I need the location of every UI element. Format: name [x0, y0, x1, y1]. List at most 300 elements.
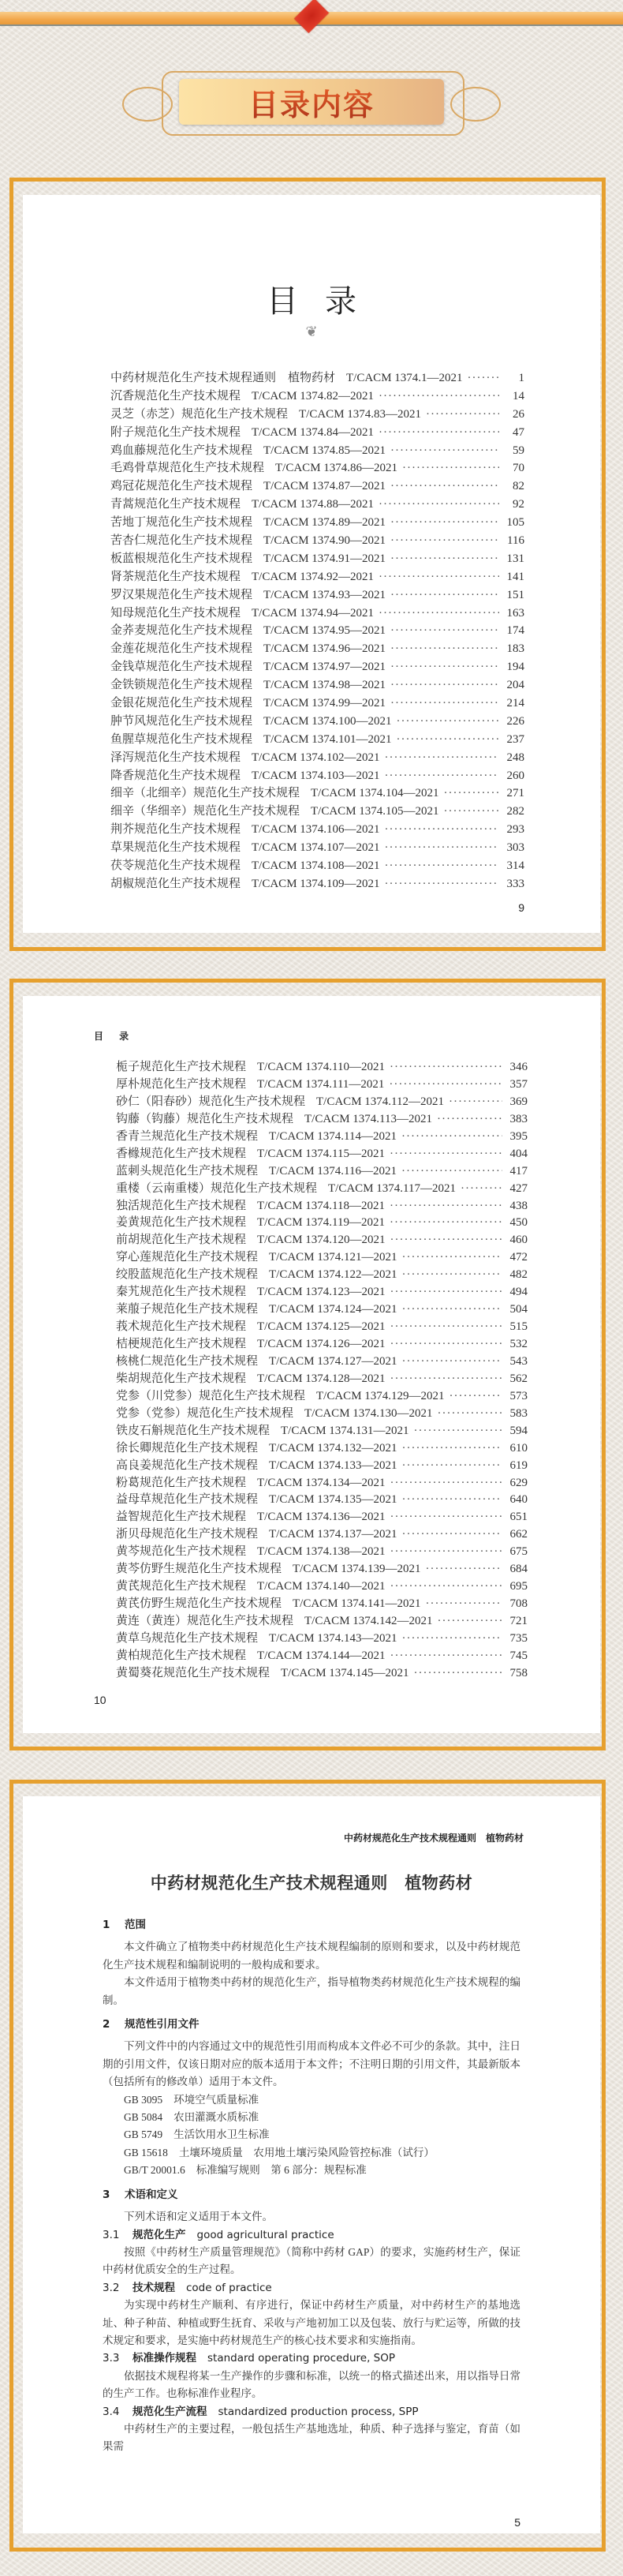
toc-entry-title: 黄芩仿野生规范化生产技术规程	[116, 1563, 282, 1576]
toc-entry-page: 260	[506, 769, 524, 782]
toc-entry-code: T/CACM 1374.88—2021	[252, 498, 375, 511]
term-english: good agricultural practice	[196, 2228, 334, 2241]
toc-entry-title: 前胡规范化生产技术规程	[116, 1234, 247, 1247]
toc-entry[interactable]	[116, 1335, 528, 1352]
toc-entry-title: 肿节风规范化生产技术规程	[110, 714, 253, 728]
toc-entry-page: 314	[506, 859, 524, 873]
term-definition: 中药材生产的主要过程，一般包括生产基地选址，种质、种子选择与鉴定，育苗（如果需	[103, 2422, 520, 2453]
toc-entry-code: T/CACM 1374.142—2021	[304, 1615, 433, 1627]
dot-leader	[402, 1632, 502, 1646]
toc-entry-code: T/CACM 1374.108—2021	[252, 859, 380, 873]
toc-entry[interactable]	[110, 748, 524, 766]
toc-entry-page: 204	[506, 679, 524, 692]
dot-leader	[390, 1061, 502, 1074]
toc-entry-code: T/CACM 1374.101—2021	[263, 732, 392, 746]
toc-entry-title: 毛鸡骨草规范化生产技术规程	[110, 462, 265, 475]
term-name: 规范化生产流程	[132, 2405, 207, 2418]
toc-entry-page: 427	[509, 1181, 528, 1195]
paragraph: 本文件适用于植物类中药材的规范化生产，指导植物类药材规范化生产技术规程的编制。	[103, 1976, 520, 2006]
section-number: 3	[103, 2188, 110, 2201]
toc-entry-code: T/CACM 1374.89—2021	[263, 516, 386, 530]
toc-entry-page: 303	[506, 841, 524, 855]
toc-entry-title: 莱菔子规范化生产技术规程	[116, 1303, 259, 1316]
toc-entry-page: 721	[509, 1615, 528, 1627]
toc-entry[interactable]	[116, 1387, 528, 1404]
toc-entry-code: T/CACM 1374.133—2021	[269, 1458, 397, 1472]
toc-entry[interactable]	[110, 676, 524, 694]
toc-entry-page: 417	[509, 1164, 528, 1178]
toc-entry-title: 胡椒规范化生产技术规程	[110, 877, 241, 890]
toc-entry[interactable]	[116, 1456, 528, 1473]
toc-entry[interactable]	[110, 604, 524, 622]
toc-entry-page: 369	[509, 1095, 528, 1108]
toc-entry[interactable]	[110, 423, 524, 441]
toc-entry-code: T/CACM 1374.137—2021	[269, 1528, 397, 1541]
toc-entry-code: T/CACM 1374.109—2021	[252, 877, 380, 890]
toc-entry-code: T/CACM 1374.132—2021	[269, 1441, 397, 1455]
toc-entry[interactable]	[116, 1352, 528, 1369]
toc-entry[interactable]	[116, 1127, 528, 1144]
toc-entry-page: 651	[509, 1511, 528, 1524]
toc-entry-code: T/CACM 1374.124—2021	[269, 1303, 397, 1316]
running-header: 目 录	[94, 1031, 136, 1042]
toc-entry[interactable]	[110, 784, 524, 802]
toc-entry-title: 荆芥规范化生产技术规程	[110, 823, 241, 837]
toc-entry-code: T/CACM 1374.107—2021	[252, 841, 380, 855]
section-title: 目录内容	[248, 80, 375, 124]
toc-entry-title: 蓝刺头规范化生产技术规程	[116, 1164, 259, 1178]
toc-entry-title: 党参（党参）规范化生产技术规程	[116, 1406, 294, 1420]
document-title: 中药材规范化生产技术规程通则 植物药材	[150, 1874, 473, 1893]
toc-entry-code: T/CACM 1374.91—2021	[263, 552, 386, 565]
toc-entry[interactable]	[110, 820, 524, 838]
toc-entry[interactable]	[110, 712, 524, 730]
dot-leader	[390, 1286, 502, 1299]
toc-entry-page: 594	[509, 1424, 528, 1437]
dot-leader	[385, 751, 499, 765]
term-heading	[103, 2279, 520, 2297]
toc-entry-page: 47	[513, 425, 524, 439]
toc-entry[interactable]	[110, 856, 524, 874]
dot-leader	[426, 408, 499, 421]
dot-leader	[402, 1493, 502, 1507]
toc-entry-page: 226	[506, 714, 524, 728]
toc-entry[interactable]	[110, 766, 524, 784]
toc-entry-page: 293	[506, 823, 524, 837]
toc-entry-title: 黄草乌规范化生产技术规程	[116, 1631, 259, 1645]
toc-entry-page: 194	[506, 661, 524, 674]
toc-entry[interactable]	[110, 495, 524, 513]
toc-entry[interactable]	[110, 513, 524, 531]
toc-entry-code: T/CACM 1374.134—2021	[257, 1476, 386, 1489]
toc-entry[interactable]	[116, 1369, 528, 1387]
dot-leader	[390, 444, 499, 458]
dot-leader	[397, 715, 499, 728]
toc-entry-code: T/CACM 1374.138—2021	[257, 1545, 386, 1559]
term-definition: 依据技术规程将某一生产操作的步骤和标准，以统一的格式描述出来，用以指导日常的生产工作。也称标准作业程序。	[103, 2369, 520, 2400]
toc-entry-title: 肾茶规范化生产技术规程	[110, 570, 241, 583]
toc-entry-page: 735	[509, 1631, 528, 1645]
toc-entry[interactable]	[116, 1248, 528, 1265]
toc-entry[interactable]	[116, 1282, 528, 1300]
dot-leader	[390, 1545, 502, 1559]
term-english: standard operating procedure, SOP	[207, 2352, 396, 2365]
toc-entry[interactable]	[116, 1507, 528, 1525]
toc-entry-code: T/CACM 1374.106—2021	[252, 823, 380, 837]
dot-leader	[390, 1148, 502, 1161]
dot-leader	[468, 372, 499, 385]
dot-leader	[390, 480, 499, 493]
reference-name: 土壤环境质量 农用地土壤污染风险管控标准（试行）	[178, 2146, 435, 2159]
reference-code: GB/T 20001.6	[124, 2164, 185, 2177]
toc-entry[interactable]	[116, 1525, 528, 1542]
toc-entry-page: 357	[509, 1077, 528, 1091]
document-page	[23, 1796, 600, 2533]
toc-entry-page: 695	[509, 1580, 528, 1593]
toc-entry[interactable]	[116, 1664, 528, 1681]
toc-entry-title: 鱼腥草规范化生产技术规程	[110, 732, 253, 746]
reference-name: 标准编写规则 第 6 部分：规程标准	[196, 2164, 367, 2177]
dot-leader	[390, 1216, 502, 1230]
dot-leader	[385, 878, 499, 891]
toc-entry[interactable]	[116, 1473, 528, 1491]
toc-entry[interactable]	[116, 1092, 528, 1110]
reference-list	[103, 2091, 520, 2180]
toc-entry-page: 26	[513, 407, 524, 421]
toc-entry[interactable]	[116, 1196, 528, 1214]
toc-entry-page: 504	[509, 1303, 528, 1316]
running-header: 中药材规范化生产技术规程通则 植物药材	[343, 1833, 524, 1844]
dot-leader	[449, 1095, 502, 1109]
toc-entry-page: 438	[509, 1199, 528, 1212]
dot-leader	[401, 1165, 502, 1178]
dot-leader	[402, 462, 499, 475]
toc-entry-code: T/CACM 1374.140—2021	[257, 1580, 386, 1593]
dot-leader	[389, 1078, 502, 1091]
toc-entry[interactable]	[116, 1594, 528, 1612]
toc-entry-code: T/CACM 1374.119—2021	[257, 1216, 385, 1230]
toc-entry-code: T/CACM 1374.144—2021	[257, 1649, 386, 1662]
toc-entry-code: T/CACM 1374.110—2021	[257, 1061, 385, 1073]
toc-entry-title: 穿心莲规范化生产技术规程	[116, 1251, 259, 1264]
toc-entry-title: 秦艽规范化生产技术规程	[116, 1286, 247, 1299]
toc-entry-code: T/CACM 1374.82—2021	[252, 389, 375, 402]
dot-leader	[390, 1372, 502, 1386]
dot-leader	[379, 607, 499, 620]
toc-entry-code: T/CACM 1374.84—2021	[252, 425, 375, 439]
toc-entry-title: 黄芩规范化生产技术规程	[116, 1545, 247, 1559]
toc-entry-title: 黄芪仿野生规范化生产技术规程	[116, 1597, 282, 1611]
term-number: 3.2	[103, 2281, 120, 2294]
dot-leader	[390, 552, 499, 566]
toc-entry-page: 383	[509, 1112, 528, 1125]
toc-entry[interactable]	[110, 621, 524, 639]
dot-leader	[390, 589, 499, 602]
toc-entry-code: T/CACM 1374.116—2021	[269, 1164, 397, 1178]
dot-leader	[390, 1477, 502, 1490]
dot-leader	[397, 733, 499, 747]
toc-entry[interactable]	[110, 549, 524, 567]
toc-entry-code: T/CACM 1374.87—2021	[263, 480, 386, 493]
term-heading	[103, 2403, 520, 2421]
toc-entry-title: 知母规范化生产技术规程	[110, 606, 241, 620]
toc-entry-title: 金银花规范化生产技术规程	[110, 697, 253, 710]
dot-leader	[390, 516, 499, 530]
reference-item	[103, 2144, 520, 2162]
toc-list	[116, 1058, 528, 1681]
toc-entry-code: T/CACM 1374.95—2021	[263, 624, 386, 638]
toc-entry[interactable]	[116, 1058, 528, 1075]
dot-leader	[437, 1113, 502, 1126]
toc-entry-title: 金钱草规范化生产技术规程	[110, 661, 253, 674]
page-number: 9	[518, 901, 524, 914]
toc-entry[interactable]	[110, 405, 524, 423]
toc-entry[interactable]	[116, 1421, 528, 1439]
toc-entry[interactable]	[110, 657, 524, 676]
toc-entry[interactable]	[110, 387, 524, 405]
toc-entry-code: T/CACM 1374.139—2021	[293, 1563, 421, 1576]
term-number: 3.3	[103, 2352, 120, 2365]
section-title: 规范性引用文件	[125, 2018, 200, 2031]
dot-leader	[390, 1200, 502, 1213]
toc-entry[interactable]	[116, 1439, 528, 1456]
toc-entry-code: T/CACM 1374.113—2021	[304, 1112, 432, 1125]
toc-entry-title: 中药材规范化生产技术规程通则 植物药材	[110, 372, 336, 384]
page-number: 10	[94, 1694, 106, 1706]
dot-leader	[379, 571, 499, 584]
toc-entry-page: 151	[506, 588, 524, 601]
toc-entry-title: 铁皮石斛规范化生产技术规程	[116, 1424, 270, 1437]
toc-entry[interactable]	[110, 459, 524, 477]
document-body	[103, 1796, 520, 2456]
toc-entry-page: 82	[513, 480, 524, 493]
toc-entry[interactable]	[110, 730, 524, 748]
toc-entry-code: T/CACM 1374.135—2021	[269, 1493, 397, 1507]
toc-entry-title: 益母草规范化生产技术规程	[116, 1493, 259, 1507]
dot-leader	[379, 426, 499, 440]
toc-entry-page: 105	[506, 516, 524, 530]
toc-entry-code: T/CACM 1374.121—2021	[269, 1251, 397, 1264]
toc-entry[interactable]	[110, 694, 524, 712]
toc-entry-title: 香青兰规范化生产技术规程	[116, 1129, 259, 1143]
toc-entry[interactable]	[116, 1265, 528, 1282]
toc-entry-page: 494	[509, 1286, 528, 1299]
toc-entry-code: T/CACM 1374.103—2021	[252, 769, 380, 782]
toc-entry-code: T/CACM 1374.141—2021	[293, 1597, 421, 1611]
toc-entry[interactable]	[116, 1577, 528, 1594]
toc-entry[interactable]	[110, 802, 524, 820]
term-number: 3.1	[103, 2228, 120, 2241]
flourish-ornament-icon: ❦	[305, 324, 318, 339]
dot-leader	[385, 823, 499, 837]
toc-entry-page: 583	[509, 1406, 528, 1420]
dot-leader	[390, 679, 499, 692]
toc-entry[interactable]	[116, 1075, 528, 1092]
toc-entry-page: 271	[506, 787, 524, 800]
toc-entry[interactable]	[110, 586, 524, 604]
toc-entry-page: 619	[509, 1458, 528, 1472]
toc-entry-code: T/CACM 1374.104—2021	[311, 787, 439, 800]
toc-entry-title: 鸡冠花规范化生产技术规程	[110, 480, 253, 493]
toc-entry[interactable]	[110, 477, 524, 495]
term-name: 技术规程	[132, 2281, 175, 2294]
toc-entry-title: 灵芝（赤芝）规范化生产技术规程	[110, 407, 289, 421]
toc-entry-page: 14	[513, 389, 524, 402]
toc-entry-code: T/CACM 1374.120—2021	[257, 1234, 386, 1247]
toc-entry-title: 泽泻规范化生产技术规程	[110, 751, 241, 764]
dot-leader	[444, 805, 499, 818]
diamond-ornament-icon	[294, 0, 329, 33]
dot-leader	[390, 534, 499, 548]
toc-entry-code: T/CACM 1374.127—2021	[269, 1354, 397, 1368]
toc-entry[interactable]	[110, 639, 524, 657]
toc-page-2	[23, 996, 600, 1733]
toc-entry-title: 钩藤（钩藤）规范化生产技术规程	[116, 1112, 294, 1125]
dot-leader	[390, 1580, 502, 1593]
dot-leader	[438, 1407, 502, 1421]
toc-entry-code: T/CACM 1374.125—2021	[257, 1320, 386, 1334]
toc-entry-code: T/CACM 1374.117—2021	[328, 1181, 456, 1195]
reference-item	[103, 2162, 520, 2179]
toc-entry-title: 黄芪规范化生产技术规程	[116, 1580, 247, 1593]
toc-entry-page: 248	[506, 751, 524, 764]
reference-code: GB 5084	[124, 2111, 163, 2124]
toc-entry-code: T/CACM 1374.100—2021	[263, 714, 392, 728]
toc-list	[110, 369, 524, 893]
toc-entry-page: 640	[509, 1493, 528, 1507]
toc-entry-code: T/CACM 1374.111—2021	[257, 1077, 385, 1091]
term-heading	[103, 2349, 520, 2367]
toc-entry-page: 116	[507, 534, 524, 548]
toc-entry-page: 70	[513, 462, 524, 475]
toc-entry[interactable]	[110, 441, 524, 459]
dot-leader	[402, 1355, 502, 1368]
toc-entry[interactable]	[116, 1404, 528, 1421]
dot-leader	[426, 1563, 502, 1576]
toc-entry[interactable]	[116, 1230, 528, 1248]
toc-entry-page: 684	[509, 1563, 528, 1576]
toc-entry[interactable]	[116, 1646, 528, 1664]
toc-entry-code: T/CACM 1374.93—2021	[263, 588, 386, 601]
toc-entry-code: T/CACM 1374.122—2021	[269, 1268, 397, 1282]
toc-entry[interactable]	[116, 1300, 528, 1317]
toc-entry[interactable]	[116, 1213, 528, 1230]
toc-entry[interactable]	[116, 1629, 528, 1646]
dot-leader	[414, 1425, 502, 1438]
toc-entry-title: 独活规范化生产技术规程	[116, 1199, 247, 1212]
toc-entry-page: 333	[506, 877, 524, 890]
toc-entry[interactable]	[110, 531, 524, 549]
toc-entry-page: 282	[506, 805, 524, 818]
toc-entry-code: T/CACM 1374.143—2021	[269, 1631, 397, 1645]
toc-entry-code: T/CACM 1374.126—2021	[257, 1338, 386, 1350]
toc-entry-page: 404	[509, 1147, 528, 1160]
toc-entry-title: 徐长卿规范化生产技术规程	[116, 1441, 259, 1455]
toc-entry-title: 降香规范化生产技术规程	[110, 769, 241, 782]
toc-entry-page: 131	[506, 552, 524, 565]
section-title-plaque	[114, 71, 509, 134]
dot-leader	[390, 661, 499, 674]
toc-entry[interactable]	[116, 1490, 528, 1507]
toc-entry-page: 1	[518, 372, 524, 384]
term-heading	[103, 2226, 520, 2244]
toc-entry[interactable]	[110, 567, 524, 586]
toc-entry-page: 163	[506, 606, 524, 620]
toc-entry-title: 砂仁（阳春砂）规范化生产技术规程	[116, 1095, 306, 1108]
toc-entry-title: 黄连（黄连）规范化生产技术规程	[116, 1615, 294, 1627]
toc-entry-title: 黄蜀葵花规范化生产技术规程	[116, 1666, 270, 1679]
toc-entry-page: 92	[513, 498, 524, 511]
toc-entry[interactable]	[116, 1559, 528, 1577]
toc-entry[interactable]	[116, 1542, 528, 1559]
toc-entry[interactable]	[116, 1110, 528, 1127]
toc-entry-code: T/CACM 1374.112—2021	[316, 1095, 444, 1108]
toc-entry-code: T/CACM 1374.114—2021	[269, 1129, 397, 1143]
dot-leader	[402, 1528, 502, 1541]
toc-entry[interactable]	[116, 1317, 528, 1335]
toc-entry[interactable]	[116, 1144, 528, 1162]
term-list	[103, 2226, 520, 2456]
toc-entry[interactable]	[110, 874, 524, 893]
toc-entry-code: T/CACM 1374.130—2021	[304, 1406, 433, 1420]
toc-entry-title: 板蓝根规范化生产技术规程	[110, 552, 253, 565]
toc-entry[interactable]	[116, 1162, 528, 1179]
dot-leader	[390, 1234, 502, 1247]
toc-entry-title: 粉葛规范化生产技术规程	[116, 1476, 247, 1489]
toc-entry-code: T/CACM 1374.85—2021	[263, 444, 386, 457]
term-definition: 为实现中药材生产顺利、有序进行，保证中药材生产质量，对中药材生产的基地选址、种子种苗、种植或野生抚育、采收与产地初加工以及包装、放行与贮运等，所做的技术规定和要求，是实施中药材规范生产的核心技术要求和实施指南。	[103, 2299, 520, 2346]
page-number: 5	[514, 2516, 520, 2529]
toc-entry-title: 草果规范化生产技术规程	[110, 841, 241, 855]
toc-entry-title: 罗汉果规范化生产技术规程	[110, 588, 253, 601]
toc-entry-title: 高良姜规范化生产技术规程	[116, 1458, 259, 1472]
toc-entry-page: 708	[509, 1597, 528, 1611]
reference-name: 生活饮用水卫生标准	[173, 2129, 270, 2141]
dot-leader	[461, 1182, 502, 1196]
toc-entry[interactable]	[116, 1179, 528, 1196]
dot-leader	[402, 1303, 502, 1316]
toc-entry[interactable]	[110, 838, 524, 856]
toc-entry-page: 460	[509, 1234, 528, 1247]
term-definition: 按照《中药材生产质量管理规范》（简称中药材 GAP）的要求，实施药材生产，保证中药材优质安全的生产过程。	[103, 2245, 520, 2276]
toc-entry-code: T/CACM 1374.105—2021	[311, 805, 439, 818]
toc-entry-title: 核桃仁规范化生产技术规程	[116, 1354, 259, 1368]
toc-entry[interactable]	[110, 369, 524, 387]
toc-entry-title: 细辛（北细辛）规范化生产技术规程	[110, 787, 300, 800]
toc-entry-title: 莪术规范化生产技术规程	[116, 1320, 247, 1334]
toc-entry-page: 610	[509, 1441, 528, 1455]
toc-entry-code: T/CACM 1374.118—2021	[257, 1199, 385, 1212]
dot-leader	[390, 1338, 502, 1351]
toc-entry-title: 苦杏仁规范化生产技术规程	[110, 534, 253, 548]
toc-entry[interactable]	[116, 1612, 528, 1629]
toc-page-1	[23, 195, 600, 933]
toc-entry-title: 浙贝母规范化生产技术规程	[116, 1528, 259, 1541]
toc-entry-title: 益智规范化生产技术规程	[116, 1511, 247, 1524]
dot-leader	[390, 697, 499, 710]
reference-name: 农田灌溉水质标准	[173, 2111, 259, 2124]
reference-name: 环境空气质量标准	[173, 2093, 259, 2106]
toc-entry-page: 59	[513, 444, 524, 457]
toc-entry-page: 237	[506, 732, 524, 746]
toc-heading: 目录	[267, 283, 383, 320]
toc-entry-title: 桔梗规范化生产技术规程	[116, 1338, 247, 1350]
term-name: 规范化生产	[132, 2228, 186, 2241]
toc-entry-code: T/CACM 1374.92—2021	[252, 570, 375, 583]
toc-entry-page: 214	[506, 697, 524, 710]
dot-leader	[402, 1268, 502, 1282]
toc-entry-page: 472	[509, 1251, 528, 1264]
